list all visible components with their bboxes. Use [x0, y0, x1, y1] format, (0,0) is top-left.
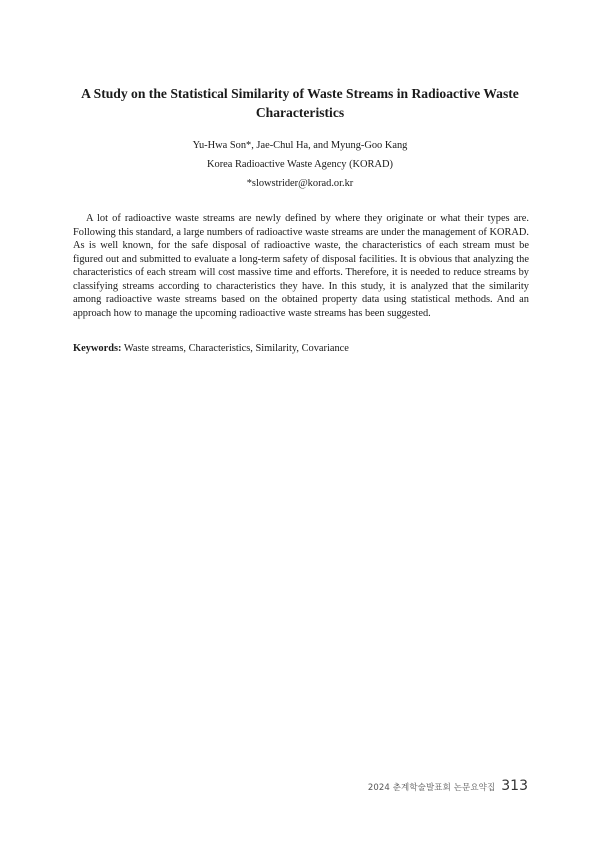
- abstract-text: A lot of radioactive waste streams are newly defined by where they originate or what their types are. Following this standard, a large numbers of radioactive waste streams are under the management of KORAD. As is well known, for the safe disposal of radioactive waste, the characteristics of each stream must be figured out and submitted to evaluate a long-term safety of disposal facilities. It is obvious that analyzing the characteristics of each stream will cost massive time and efforts. Therefore, it is needed to reduce streams by classifying streams according to characteristics they have. In this study, it is analyzed that the similarity among radioactive waste streams based on the obtained property data using statistical methods. And an approach how to manage the upcoming radioactive waste streams has been suggested.: [73, 213, 530, 319]
- keywords-values: Waste streams, Characteristics, Similarity, Covariance: [123, 343, 349, 354]
- affiliation: Korea Radioactive Waste Agency (KORAD): [207, 159, 393, 170]
- proceedings-name: 2024 춘계학술발표회 논문요약집: [367, 783, 496, 793]
- page-footer: [368, 778, 528, 798]
- page-number: 313: [501, 778, 528, 794]
- keywords-line: [73, 342, 529, 356]
- paper-title: A Study on the Statistical Similarity of Waste Streams in Radioactive Waste Characteristics: [81, 86, 519, 120]
- keywords-label: Keywords:: [73, 343, 122, 354]
- author-list: Yu-Hwa Son*, Jae-Chul Ha, and Myung-Goo Kang: [192, 140, 408, 151]
- corresponding-email: *slowstrider@korad.or.kr: [246, 178, 354, 189]
